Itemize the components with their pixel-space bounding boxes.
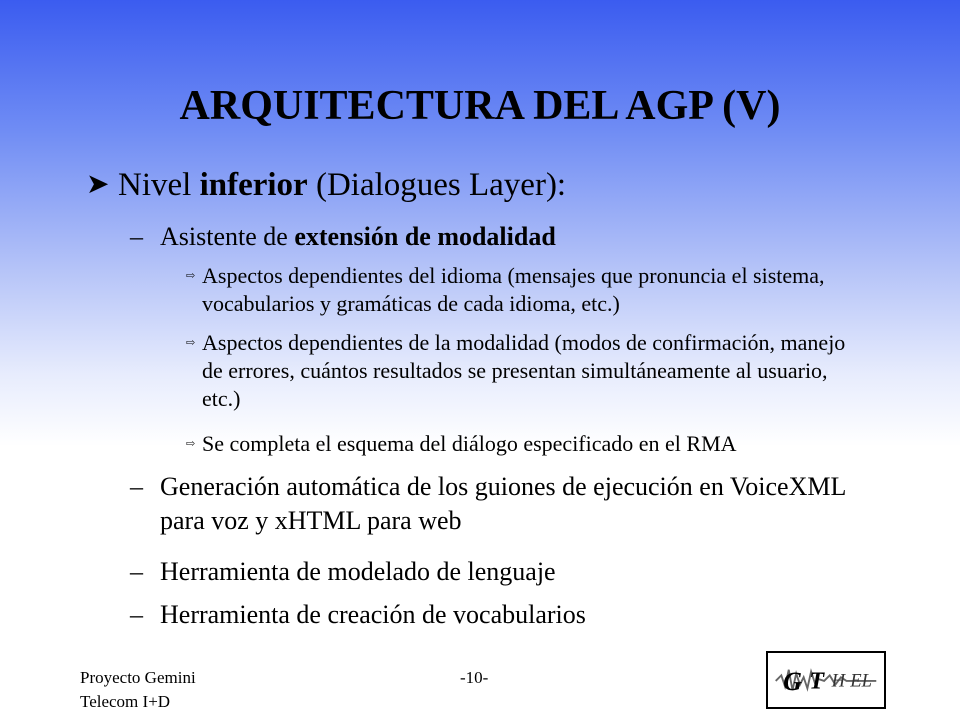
sub-bullet-text: Asistente de extensión de modalidad: [160, 222, 556, 251]
footer-line1: Proyecto Gemini: [80, 668, 196, 687]
svg-text:G: G: [783, 667, 802, 697]
sub-bullet-vocabularios: [130, 598, 930, 632]
footer-line2: Telecom I+D: [80, 692, 171, 711]
sub-sub-bullet-esquema: [186, 430, 866, 458]
sub-bullet-text: Herramienta de creación de vocabularios: [160, 600, 586, 629]
sub-sub-bullet-modalidad: [186, 329, 866, 413]
sub-bullet-generacion: [130, 470, 850, 538]
bullet-level1: [86, 165, 566, 205]
dash-bullet: –: [130, 222, 143, 251]
sub-sub-bullet-text: Aspectos dependientes del idioma (mensajes que pronuncia el sistema, vocabularios y gramáticas de cada idioma, etc.): [202, 263, 825, 316]
outline-arrow-bullet-icon: ⇨: [186, 438, 196, 450]
svg-text:T: T: [809, 667, 825, 695]
arrowhead-bullet-icon: ➤: [86, 169, 110, 200]
sub-bullet-modelado: [130, 555, 930, 589]
outline-arrow-bullet-icon: ⇨: [186, 337, 196, 349]
sub-bullet-asistente: [130, 220, 930, 254]
sub-bullet-text: Herramienta de modelado de lenguaje: [160, 557, 556, 586]
sub-sub-bullet-text: Se completa el esquema del diálogo especificado en el RMA: [202, 431, 737, 456]
dash-bullet: –: [130, 472, 143, 501]
slide-title: ARQUITECTURA DEL AGP (V): [179, 83, 781, 129]
bullet-level1-text: Nivel inferior (Dialogues Layer):: [118, 167, 567, 203]
svg-text:EL: EL: [850, 670, 872, 692]
page-number: -10-: [460, 668, 489, 687]
sub-sub-bullet-text: Aspectos dependientes de la modalidad (modos de confirmación, manejo de errores, cuántos resultados se presentan simultáneamente al usuario, etc.): [202, 330, 846, 411]
sub-sub-bullet-idioma: [186, 262, 866, 318]
dash-bullet: –: [130, 600, 143, 629]
sub-bullet-text: Generación automática de los guiones de ejecución en VoiceXML para voz y xHTML para web: [160, 472, 846, 535]
svg-text:H: H: [831, 670, 846, 692]
gth-logo-icon: [766, 651, 886, 709]
footer-project: [80, 666, 196, 714]
outline-arrow-bullet-icon: ⇨: [186, 270, 196, 282]
dash-bullet: –: [130, 557, 143, 586]
